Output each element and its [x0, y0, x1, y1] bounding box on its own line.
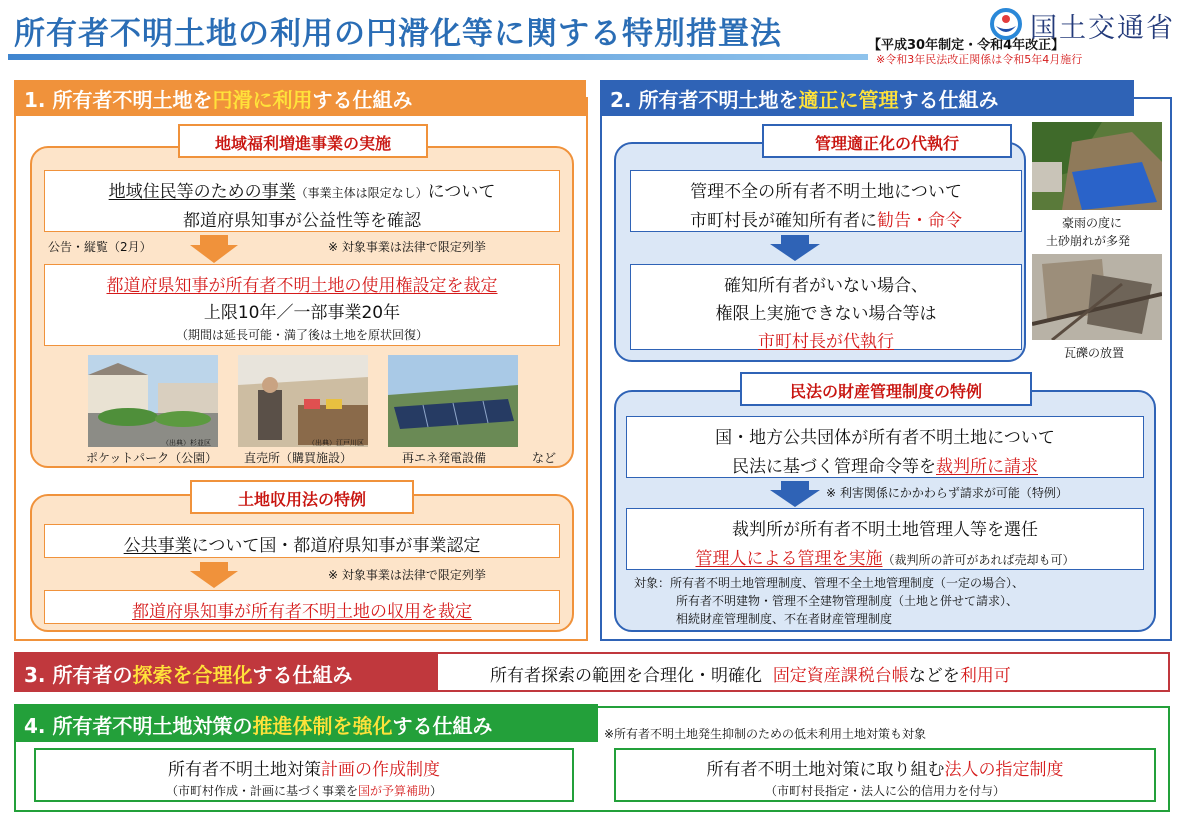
down-arrow-icon	[190, 235, 238, 263]
section4-box2: 所有者不明土地対策に取り組む法人の指定制度 （市町村長指定・法人に公的信用力を付与）	[614, 748, 1156, 802]
section1-block2-note: ※ 対象事業は法律で限定列挙	[328, 568, 486, 582]
etc-label: など	[532, 451, 557, 465]
down-arrow-icon	[770, 235, 820, 261]
photo-debris	[1032, 254, 1162, 340]
photo-pocket-park	[88, 355, 218, 447]
section2-heading: 2. 所有者不明土地を適正に管理する仕組み	[600, 80, 1134, 116]
section3-text: 所有者探索の範囲を合理化・明確化 固定資産課税台帳などを利用可	[490, 666, 1011, 686]
photo-caption-pocket-park: ポケットパーク（公園）	[86, 451, 218, 465]
section1-block1-box1: 地域住民等のための事業（事業主体は限定なし）について 都道府県知事が公益性等を確認	[44, 170, 560, 232]
section4-box1: 所有者不明土地対策計画の作成制度 （市町村作成・計画に基づく事業を国が予算補助）	[34, 748, 574, 802]
title-underline	[8, 54, 868, 60]
photo-landslide	[1032, 122, 1162, 210]
enactment-note: ※令和3年民法改正関係は令和5年4月施行	[876, 53, 1083, 66]
section1-heading: 1. 所有者不明土地を円滑に利用する仕組み	[14, 80, 586, 116]
notice-label: 公告・縦覧（2月）	[48, 240, 152, 254]
photo-farm-stand	[238, 355, 368, 447]
page-title: 所有者不明土地の利用の円滑化等に関する特別措置法	[14, 16, 782, 52]
section1-block2-box1: 公共事業について国・都道府県知事が事業認定	[44, 524, 560, 558]
section2-block2-note: ※ 利害関係にかかわらず請求が可能（特例）	[826, 486, 1068, 500]
section2-block2-box1: 国・地方公共団体が所有者不明土地について 民法に基づく管理命令等を裁判所に請求	[626, 416, 1144, 478]
down-arrow-icon	[190, 562, 238, 588]
section1-block1-box2: 都道府県知事が所有者不明土地の使用権設定を裁定 上限10年／一部事業20年 （期間は延長可能・満了後は土地を原状回復）	[44, 264, 560, 346]
photo-source-2: （出典）江戸川区	[308, 439, 364, 447]
photo-source-1: （出典）杉並区	[162, 439, 211, 447]
section2-block1-subheading: 管理適正化の代執行	[762, 124, 1012, 158]
section2-block2-box2: 裁判所が所有者不明土地管理人等を選任 管理人による管理を実施（裁判所の許可があれば売却も可）	[626, 508, 1144, 570]
photo-solar-panels	[388, 355, 518, 447]
photo-caption-landslide-1: 豪雨の度に	[1062, 216, 1123, 230]
mlit-logo	[990, 6, 1180, 42]
section1-block2-subheading: 土地収用法の特例	[190, 480, 414, 514]
photo-caption-solar: 再エネ発電設備	[402, 451, 487, 465]
section2-block1-box1: 管理不全の所有者不明土地について 市町村長が確知所有者に勧告・命令	[630, 170, 1022, 232]
section3-heading: 3. 所有者の探索を合理化する仕組み	[14, 652, 438, 692]
section4-heading: 4. 所有者不明土地対策の推進体制を強化する仕組み	[14, 704, 598, 742]
down-arrow-icon	[770, 481, 820, 507]
enactment-label: 【平成30年制定・令和4年改正】	[868, 38, 1065, 53]
section2-block2-subheading: 民法の財産管理制度の特例	[740, 372, 1032, 406]
section2-block1-box2: 確知所有者がいない場合、 権限上実施できない場合等は 市町村長が代執行	[630, 264, 1022, 350]
section1-block1-note: ※ 対象事業は法律で限定列挙	[328, 240, 486, 254]
logo-text: 国土交通省	[1030, 13, 1175, 44]
section2-targets: 対象：所有者不明土地管理制度、管理不全土地管理制度（一定の場合）、 所有者不明建物・管理不全建物管理制度（土地と併せて請求）、 相続財産管理制度、不在者財産管理制度	[634, 576, 1025, 626]
photo-caption-farm-stand: 直売所（購買施設）	[244, 451, 353, 465]
section1-block2-box2: 都道府県知事が所有者不明土地の収用を裁定	[44, 590, 560, 624]
section1-block1-subheading: 地域福利増進事業の実施	[178, 124, 428, 158]
photo-caption-landslide-2: 土砂崩れが多発	[1046, 234, 1131, 248]
mlit-emblem-icon	[990, 8, 1022, 40]
section4-note: ※所有者不明土地発生抑制のための低未利用土地対策も対象	[604, 727, 927, 741]
photo-caption-debris: 瓦礫の放置	[1064, 346, 1125, 360]
